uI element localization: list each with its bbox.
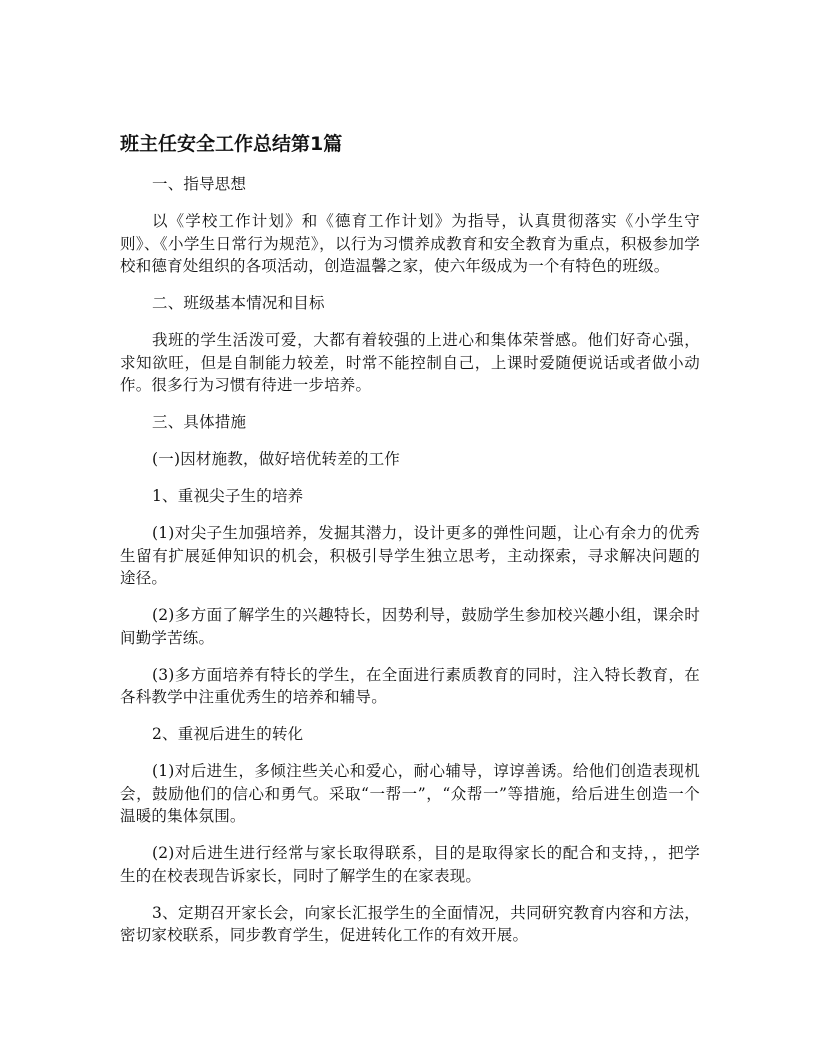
paragraph-class-situation: 我班的学生活泼可爱，大都有着较强的上进心和集体荣誉感。他们好奇心强，求知欲旺，但是自制能力较差，时常不能控制自己，上课时爱随便说话或者做小动作。很多行为习惯有待进一步培养。	[120, 331, 700, 394]
paragraph-guiding-thought: 以《学校工作计划》和《德育工作计划》为指导，认真贯彻落实《小学生守则》、《小学生日常行为规范》，以行为习惯养成教育和安全教育为重点，积极参加学校和德育处组织的各项活动，创造温馨之家，使六年级成为一个有特色的班级。	[120, 212, 700, 275]
paragraph-struggling-students-1: (1)对后进生，多倾注些关心和爱心，耐心辅导，谆谆善诱。给他们创造表现机会，鼓励他们的信心和勇气。采取“一帮一”，“众帮一”等措施，给后进生创造一个温暖的集体氛围。	[120, 762, 700, 825]
section-heading-measures: 三、具体措施	[152, 413, 247, 431]
paragraph-struggling-students-2: (2)对后进生进行经常与家长取得联系，目的是取得家长的配合和支持，，把学生的在校表现告诉家长，同时了解学生的在家表现。	[120, 844, 700, 885]
section-heading-guiding-thought: 一、指导思想	[152, 175, 247, 193]
paragraph-top-students-1: (1)对尖子生加强培养，发掘其潜力，设计更多的弹性问题，让心有余力的优秀生留有扩展延伸知识的机会，积极引导学生独立思考，主动探索，寻求解决问题的途径。	[120, 524, 700, 587]
document-page	[120, 131, 700, 961]
paragraph-top-students-3: (3)多方面培养有特长的学生，在全面进行素质教育的同时，注入特长教育，在各科教学中注重优秀生的培养和辅导。	[120, 665, 700, 706]
item-heading-top-students: 1、重视尖子生的培养	[152, 487, 304, 505]
item-heading-struggling-students: 2、重视后进生的转化	[152, 725, 304, 743]
paragraph-parent-meetings: 3、定期召开家长会，向家长汇报学生的全面情况，共同研究教育内容和方法，密切家校联系，同步教育学生，促进转化工作的有效开展。	[120, 903, 700, 944]
section-heading-class-situation: 二、班级基本情况和目标	[152, 294, 325, 312]
document-title: 班主任安全工作总结第1篇	[120, 133, 343, 155]
subsection-heading-teaching: (一)因材施教，做好培优转差的工作	[152, 450, 400, 468]
paragraph-top-students-2: (2)多方面了解学生的兴趣特长，因势利导，鼓励学生参加校兴趣小组，课余时间勤学苦练。	[120, 606, 700, 647]
